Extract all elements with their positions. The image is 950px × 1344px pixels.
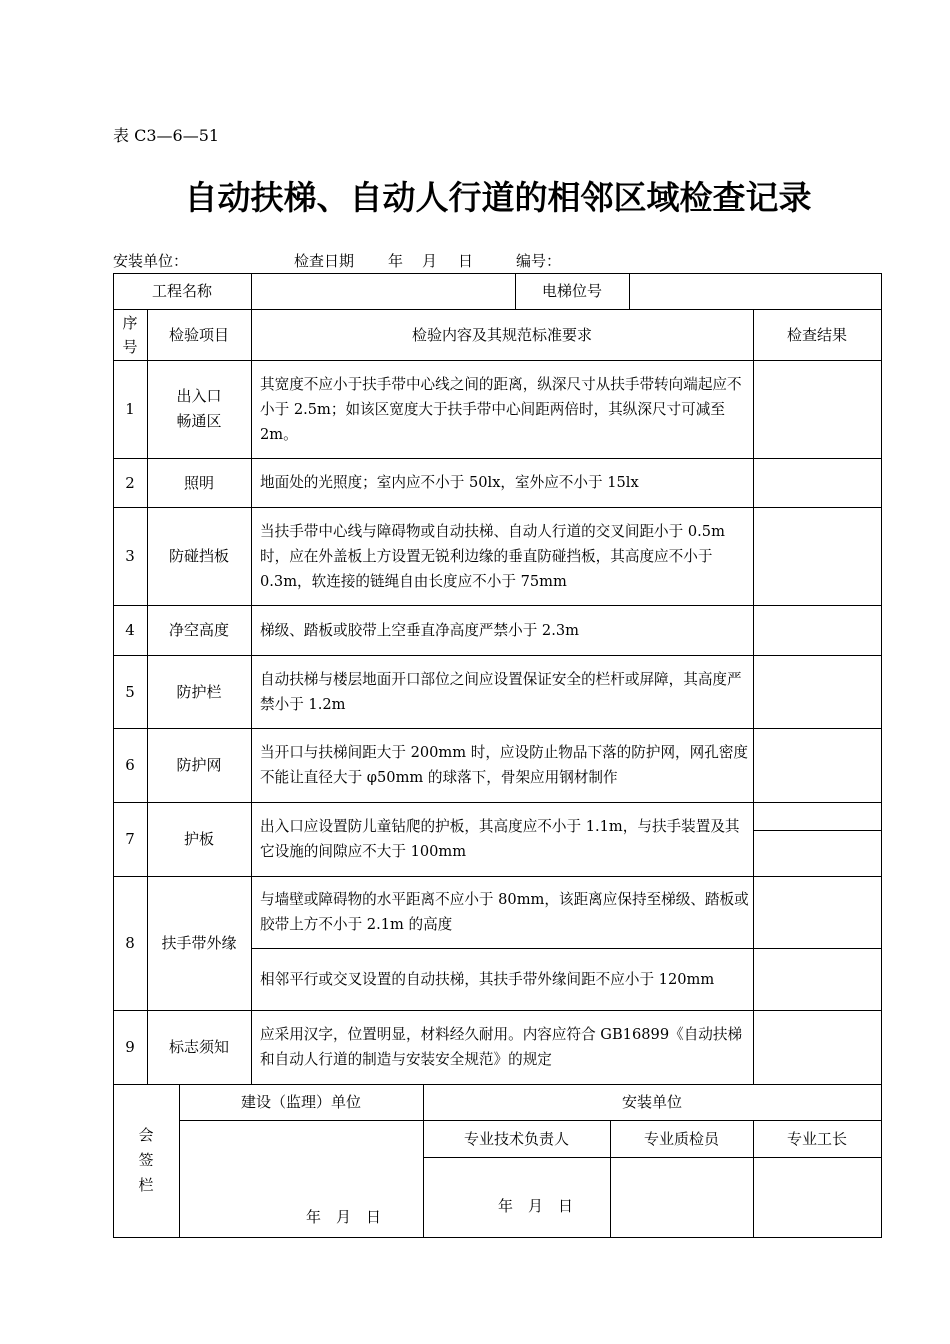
project-name-value[interactable] [251,273,515,309]
supervision-signature-area[interactable] [179,1120,423,1237]
project-name-label: 工程名称 [151,282,212,300]
row-9-result[interactable] [753,1010,881,1084]
row-8-content-b [260,948,750,1010]
signoff-label [113,1084,179,1237]
row-2-no: 2 [125,473,135,492]
row-9-content-text: 应采用汉字，位置明显，材料经久耐用。内容应符合 GB16899《自动扶梯和自动人行道的制造与安装安全规范》的规定 [260,1026,743,1068]
row-6-content [260,728,750,802]
install-unit-label: 安装单位： [113,252,189,270]
row-5-content-text: 自动扶梯与楼层地面开口部位之间应设置保证安全的栏杆或屏障，其高度严禁小于 1.2m [260,670,742,713]
row-9-content [260,1010,750,1084]
row-3-no: 3 [125,547,135,565]
year-label: 年 [388,252,404,270]
row-7-item: 护板 [183,830,214,848]
row-8-item: 扶手带外缘 [161,934,237,952]
row-7-content-text: 出入口应设置防儿童钻爬的护板，其高度应不小于 1.1m，与扶手装置及其它设施的间隙应不大于 100mm [260,818,740,860]
signoff-label-char-2: 签 [138,1151,154,1169]
row-2-item: 照明 [183,473,214,492]
row-6-item: 防护网 [176,756,222,774]
row-3-result[interactable] [753,507,881,605]
row-6-no: 6 [125,756,135,774]
install-unit-header: 安装单位 [621,1093,682,1111]
row-8-result-b[interactable] [753,948,881,1010]
foreman-label: 专业工长 [786,1129,847,1148]
row-4-result[interactable] [753,605,881,655]
row-5-result[interactable] [753,655,881,728]
row-5-content [260,655,750,728]
row-1-content-text: 其宽度不应小于扶手带中心线之间的距离，纵深尺寸从扶手带转向端起应不小于 2.5m；如该区宽度大于扶手带中心间距两倍时，其纵深尺寸可减至 2m。 [260,375,742,443]
check-date-label: 检查日期 [294,252,355,270]
supervision-unit-label: 建设（监理）单位 [240,1093,361,1111]
tech-lead-label: 专业技术负责人 [463,1129,569,1148]
row-7-result[interactable] [753,830,881,876]
col-header-result: 检查结果 [786,325,847,344]
row-3-content-text: 当扶手带中心线与障碍物或自动扶梯、自动人行道的交叉间距小于 0.5m 时，应在外盖板上方设置无锐利边缘的垂直防碰挡板，其高度应不小于 0.3m，软连接的链绳自由长度应不小于 75mm [260,522,725,590]
row-3-item: 防碰挡板 [168,547,229,565]
install-date: 年 月 日 [498,1197,574,1215]
elevator-no-label: 电梯位号 [541,282,602,300]
row-8-content-a-text: 与墙壁或障碍物的水平距离不应小于 80mm，该距离应保持至梯级、踏板或胶带上方不小于 2.1m 的高度 [260,891,749,933]
number-label: 编号： [516,252,562,270]
row-4-no: 4 [125,621,135,639]
row-7-content [260,802,750,876]
signoff-label-char-3: 栏 [138,1176,154,1194]
row-5-item: 防护栏 [176,682,222,701]
row-1-result[interactable] [753,360,881,458]
quality-inspector-label: 专业质检员 [643,1129,719,1148]
supervision-date: 年 月 日 [306,1208,382,1226]
col-header-index: 序号 [122,313,138,356]
row-9-item: 标志须知 [168,1038,229,1056]
row-6-result[interactable] [753,728,881,802]
row-2-content [260,458,750,507]
foreman-signature[interactable] [753,1157,881,1237]
row-4-content-text: 梯级、踏板或胶带上空垂直净高度严禁小于 2.3m [260,621,579,639]
row-1-item-line-2: 畅通区 [176,412,222,430]
row-4-item: 净空高度 [168,621,229,639]
month-label: 月 [422,252,438,270]
row-1-no: 1 [125,400,135,418]
col-header-item: 检验项目 [168,325,229,344]
row-9-no: 9 [125,1038,135,1056]
row-2-content-text: 地面处的光照度；室内应不小于 50lx，室外应不小于 15lx [260,474,639,491]
row-1-content [260,360,750,458]
day-label: 日 [458,252,474,270]
elevator-no-value[interactable] [629,273,881,309]
signoff-label-char-1: 会 [138,1126,154,1144]
page-title: 自动扶梯、自动人行道的相邻区域检查记录 [184,178,812,217]
row-8-result-a[interactable] [753,876,881,948]
row-8-content-a [260,876,750,948]
row-5-no: 5 [125,682,135,701]
quality-inspector-signature[interactable] [610,1157,753,1237]
row-4-content [260,605,750,655]
row-3-content [260,507,750,605]
row-7-no: 7 [125,830,135,848]
row-2-result[interactable] [753,458,881,507]
row-6-content-text: 当开口与扶梯间距大于 200mm 时，应设防止物品下落的防护网，网孔密度不能让直径大于 φ50mm 的球落下，骨架应用钢材制作 [260,744,749,786]
row-8-no: 8 [125,934,135,952]
col-header-content: 检验内容及其规范标准要求 [411,325,592,344]
row-1-item-line-1: 出入口 [176,387,222,405]
row-8-content-b-text: 相邻平行或交叉设置的自动扶梯，其扶手带外缘间距不应小于 120mm [260,970,715,988]
row-1-item [147,360,251,458]
table-reference: 表 C3—6—51 [113,126,220,145]
